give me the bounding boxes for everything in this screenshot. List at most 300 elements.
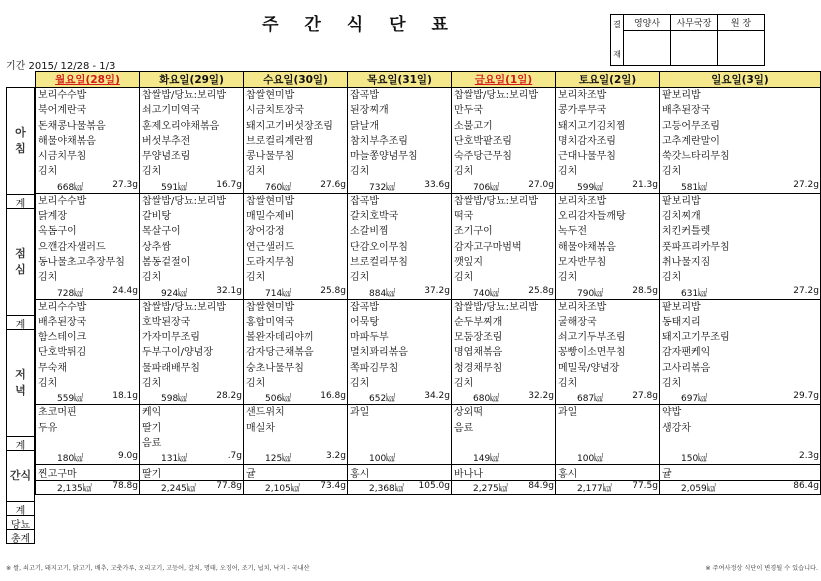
dish-item: 음료 [454,422,474,434]
kcal-value: 760㎉ [265,182,292,193]
lunch-row [36,193,821,285]
kcal-value: 2,059㎉ [681,484,716,495]
total-cell [660,391,821,405]
protein-value: 33.6g [424,179,450,190]
dish-item: 동태지리 [662,316,701,328]
grand-total-cell [348,481,452,495]
total-cell [660,286,821,300]
dish-item: 무숙채 [38,362,67,374]
dish-item: 호박된장국 [142,316,191,328]
dish-item: 참치부추조림 [350,135,408,147]
change-note: ※ 주여사정상 식단이 변경될 수 있습니다. [705,565,818,572]
dish-item: 연근샐러드 [246,241,295,253]
total-cell [140,180,244,194]
dish-item: 김치 [454,378,474,390]
dish-item: 모둠장조림 [454,332,503,344]
total-cell [36,180,140,194]
dish-item: 돼지고기무조림 [662,332,730,344]
dish-item: 상추쌈 [142,241,171,253]
day-header: 화요일(29일) [140,72,244,88]
dish-item: 딸기 [142,422,162,434]
snack-total-row [36,451,821,465]
kcal-value: 740㎉ [473,288,500,299]
dish-item: 보리차조밥 [558,301,607,313]
dish-item: 찹쌀현미밥 [246,195,295,207]
dish-item: 찹쌀밥/당뇨:보리밥 [454,195,539,207]
dinner-cell [36,299,140,391]
total-cell [244,391,348,405]
dish-item: 보리차조밥 [558,90,607,101]
kcal-value: 559㎉ [57,394,84,405]
dish-item: 찹쌀밥/당뇨:보리밥 [454,90,539,101]
diabetic-item: 딸기 [140,465,244,481]
kcal-value: 2,245㎉ [161,484,196,495]
protein-value: 37.2g [424,285,450,296]
dish-item: 버섯부추전 [142,135,191,147]
dish-item: 김치 [38,166,58,178]
dish-item: 초코머핀 [38,407,77,419]
total-cell [348,451,452,465]
dish-item: 매밀수제비 [246,211,295,223]
dish-item: 쇠고기두부조림 [558,332,626,344]
dish-item: 청경채무침 [454,362,503,374]
dish-item: 배추된장국 [38,316,87,328]
kcal-value: 924㎉ [161,288,188,299]
protein-value: 34.2g [424,391,450,402]
total-cell [556,180,660,194]
signature-cell[interactable] [671,31,718,66]
signature-cell[interactable] [624,31,671,66]
dish-item: 김치 [142,378,162,390]
dish-item: 목살구이 [142,226,181,238]
dish-item: 두부구이/양념장 [142,347,213,359]
lunch-cell [660,193,821,285]
grand-total-cell [36,481,140,495]
kcal-value: 697㎉ [681,394,708,405]
kcal-value: 2,105㎉ [265,484,300,495]
total-cell [660,451,821,465]
dish-item: 고등어무조림 [662,120,720,132]
dish-item: 물파래배무침 [142,362,200,374]
diabetic-item: 바나나 [452,465,556,481]
total-cell [36,391,140,405]
dish-item: 시금치무침 [38,151,87,163]
dish-item: 김치 [558,378,578,390]
dish-item: 으깬감자샐러드 [38,241,106,253]
kcal-value: 2,135㎉ [57,484,92,495]
dish-item: 단호박팥조림 [454,135,512,147]
dish-item: 찹쌀밥/당뇨:보리밥 [142,90,227,101]
dish-item: 볼완자데리야끼 [246,332,314,344]
dish-item: 김치 [350,272,370,284]
lunch-cell [244,193,348,285]
protein-value: 24.4g [112,285,138,296]
dish-item: 보리수수밥 [38,301,87,313]
protein-value: 27.3g [112,179,138,190]
kcal-value: 732㎉ [369,182,396,193]
dish-item: 된장찌개 [350,105,389,117]
breakfast-cell [452,88,556,180]
dish-item: 무양념조림 [142,151,191,163]
dish-item: 김치 [350,378,370,390]
dish-item: 김치 [454,166,474,178]
dish-item: 굴해장국 [558,316,597,328]
period-label: 기간 2015/ 12/28 - 1/3 [6,61,116,72]
protein-value: 73.4g [320,481,346,492]
total-cell [36,451,140,465]
dish-item: 생강차 [662,422,691,434]
dish-item: 보리수수밥 [38,90,87,101]
protein-value: 77.5g [632,481,658,492]
dish-item: 해물야채볶음 [38,135,96,147]
snack-cell [348,405,452,451]
dish-item: 꽁빵이소면무침 [558,347,626,359]
dish-item: 김치 [662,166,682,178]
dish-item: 돼지고기김치찜 [558,120,626,132]
dish-item: 샌드위치 [246,407,285,419]
dish-item: 김치 [246,378,266,390]
dish-item: 김치 [454,272,474,284]
dish-item: 소불고기 [454,120,493,132]
total-cell [348,180,452,194]
total-cell [660,180,821,194]
protein-value: 29.7g [793,391,819,402]
breakfast-total-row [36,180,821,194]
dish-item: 콩가루무국 [558,105,607,117]
dish-item: 시금치토장국 [246,105,304,117]
kcal-value: 150㎉ [681,454,708,465]
snack-cell [556,405,660,451]
dish-item: 쪽파김무침 [350,362,399,374]
protein-value: 27.6g [320,179,346,190]
total-cell [348,391,452,405]
kcal-value: 149㎉ [473,454,500,465]
dish-item: 김치 [142,272,162,284]
dish-item [38,436,137,451]
protein-value: 25.8g [528,285,554,296]
grand-total-cell [140,481,244,495]
dish-item: 치킨커틀렛 [662,226,711,238]
dinner-total-label: 계 [6,436,35,451]
dish-item: 약밥 [662,407,682,419]
protein-value: 21.3g [632,179,658,190]
dish-item: 콩나물무침 [246,151,295,163]
dish-item: 매실차 [246,422,275,434]
menu-table [35,71,821,495]
dish-item: 케익 [142,407,162,419]
protein-value: 16.7g [216,179,242,190]
dinner-cell [140,299,244,391]
dish-item: 가자미무조림 [142,332,200,344]
day-header: 수요일(30일) [244,72,348,88]
breakfast-row [36,88,821,180]
footer [6,563,818,572]
kcal-value: 652㎉ [369,394,396,405]
dish-item: 김치 [350,166,370,178]
dish-item: 팥보리밥 [662,301,701,313]
total-cell [556,391,660,405]
total-cell [244,451,348,465]
lunch-cell [556,193,660,285]
dish-item: 조기구이 [454,226,493,238]
snack-row [36,405,821,451]
dish-item: 감자고구마범벅 [454,241,522,253]
dish-item: 소갈비찜 [350,226,389,238]
dish-item: 찹쌀현미밥 [246,301,295,313]
snack-cell [140,405,244,451]
snack-cell [244,405,348,451]
total-cell [140,451,244,465]
dinner-cell [244,299,348,391]
dinner-cell [660,299,821,391]
dish-item: 김치 [38,378,58,390]
total-cell [36,286,140,300]
protein-value: 78.8g [112,481,138,492]
grand-total-cell [660,481,821,495]
breakfast-total-label: 계 [6,194,35,209]
dish-item: 돈채콩나물볶음 [38,120,106,132]
dish-item: 녹두전 [558,226,587,238]
grand-total-cell [556,481,660,495]
dish-item: 옥돔구이 [38,226,77,238]
diabetic-item: 귤 [660,465,821,481]
protein-value: 3.2g [325,451,346,462]
kcal-value: 180㎉ [57,454,84,465]
dish-item: 보리차조밥 [558,195,607,207]
total-cell [556,451,660,465]
protein-value: 28.2g [216,391,242,402]
dish-item: 김치 [662,378,682,390]
dinner-row [36,299,821,391]
dish-item [662,436,818,451]
protein-value: 18.1g [112,391,138,402]
grand-total-cell [244,481,348,495]
kcal-value: 591㎉ [161,182,188,193]
protein-value: .7g [227,451,242,462]
signature-cell[interactable] [718,31,765,66]
dish-item: 브로컬리무침 [350,256,408,268]
approval-role-dietitian: 영양사 [624,15,671,31]
protein-value: 27.0g [528,179,554,190]
dish-item: 찹쌀밥/당뇨:보리밥 [142,301,227,313]
dish-item: 어묵탕 [350,316,379,328]
dish-item: 쇠고기미역국 [142,105,200,117]
dinner-total-row [36,391,821,405]
page-title: 주 간 식 단 표 [262,15,458,35]
protein-value: 27.8g [632,391,658,402]
dish-item: 잡곡밥 [350,301,379,313]
dish-item: 김치 [246,272,266,284]
kcal-value: 599㎉ [577,182,604,193]
grand-total-cell [452,481,556,495]
dish-item: 배추된장국 [662,105,711,117]
dinner-label: 저 녁 [6,329,35,437]
breakfast-cell [348,88,452,180]
diabetic-item: 홍시 [556,465,660,481]
origin-note: ※ 쌀, 쇠고기, 돼지고기, 닭고기, 배추, 고춧가루, 오리고기, 고등어, 갈치, 명태, 오징어, 조기, 넙치, 낙지 - 국내산 [6,565,310,572]
total-cell [452,180,556,194]
dish-item: 훈제오리야채볶음 [142,120,220,132]
dish-item: 단호박튀김 [38,347,87,359]
day-header: 토요일(2일) [556,72,660,88]
dish-item: 두유 [38,422,58,434]
dish-item [350,436,449,451]
total-cell [348,286,452,300]
kcal-value: 884㎉ [369,288,396,299]
dinner-cell [348,299,452,391]
breakfast-label: 아 침 [6,87,35,195]
kcal-value: 506㎉ [265,394,292,405]
protein-value: 16.8g [320,391,346,402]
total-cell [244,180,348,194]
protein-value: 105.0g [418,481,450,492]
dish-item: 김치 [558,166,578,178]
dish-item: 브로컬리계란찜 [246,135,314,147]
dish-item: 봄동겉절이 [142,256,191,268]
protein-value: 27.2g [793,285,819,296]
total-cell [452,391,556,405]
kcal-value: 2,368㎉ [369,484,404,495]
snack-cell [660,405,821,451]
dish-item: 동나물초고추장무침 [38,256,125,268]
dish-item: 팥보리밥 [662,90,701,101]
breakfast-cell [140,88,244,180]
approval-side-label: 결 재 [611,15,624,66]
day-header: 금요일(1일) [452,72,556,88]
breakfast-cell [660,88,821,180]
dish-item: 김치찌개 [662,211,701,223]
dish-item: 명치감자조림 [558,135,616,147]
snack-cell [36,405,140,451]
protein-value: 2.3g [798,451,819,462]
dish-item: 만두국 [454,105,483,117]
dish-item: 팥보리밥 [662,195,701,207]
dish-item: 찹쌀밥/당뇨:보리밥 [454,301,539,313]
dish-item: 단감오이무침 [350,241,408,253]
grand-total-label: 총계 [6,529,35,544]
dish-item [454,436,553,451]
lunch-label: 점 심 [6,208,35,316]
kcal-value: 598㎉ [161,394,188,405]
kcal-value: 125㎉ [265,454,292,465]
diabetic-item: 찐고구마 [36,465,140,481]
dish-item: 김치 [246,166,266,178]
protein-value: 25.8g [320,285,346,296]
day-header: 일요일(3일) [660,72,821,88]
dish-item: 순두부찌개 [454,316,503,328]
dish-item: 잡곡밥 [350,195,379,207]
grand-total-row [36,481,821,495]
dish-item: 떡국 [454,211,474,223]
kcal-value: 631㎉ [681,288,708,299]
lunch-cell [36,193,140,285]
breakfast-cell [244,88,348,180]
total-cell [244,286,348,300]
day-header-row [36,72,821,88]
approval-box [610,14,765,66]
dish-item: 과일 [558,407,578,419]
dish-item: 감자팬케익 [662,347,711,359]
dish-item: 모자반무침 [558,256,607,268]
kcal-value: 728㎉ [57,288,84,299]
protein-value: 86.4g [793,481,819,492]
dish-item: 취나물지짐 [662,256,711,268]
kcal-value: 790㎉ [577,288,604,299]
dinner-cell [452,299,556,391]
diabetic-item: 귤 [244,465,348,481]
breakfast-cell [36,88,140,180]
dish-item: 김치 [142,166,162,178]
dish-item: 찹쌀현미밥 [246,90,295,101]
total-cell [140,391,244,405]
dish-item: 고추계란말이 [662,135,720,147]
dish-item: 감자당근채볶음 [246,347,314,359]
kcal-value: 680㎉ [473,394,500,405]
dish-item: 장어강정 [246,226,285,238]
snack-total-label: 계 [6,501,35,516]
dinner-cell [556,299,660,391]
total-cell [452,286,556,300]
kcal-value: 100㎉ [577,454,604,465]
kcal-value: 668㎉ [57,182,84,193]
lunch-cell [452,193,556,285]
kcal-value: 131㎉ [161,454,188,465]
dish-item: 음료 [142,437,162,449]
protein-value: 28.5g [632,285,658,296]
day-header: 월요일(28일) [36,72,140,88]
dish-item: 돼지고기버섯장조림 [246,120,333,132]
dish-item: 고사리볶음 [662,362,711,374]
dish-item: 갈비탕 [142,211,171,223]
dish-item: 상외떡 [454,407,483,419]
kcal-value: 581㎉ [681,182,708,193]
lunch-cell [140,193,244,285]
dish-item: 함스테이크 [38,332,87,344]
diabetic-item: 홍시 [348,465,452,481]
kcal-value: 2,275㎉ [473,484,508,495]
dish-item: 갈치호박국 [350,211,399,223]
kcal-value: 2,177㎉ [577,484,612,495]
protein-value: 77.8g [216,481,242,492]
dish-item: 마늘쫑양념무침 [350,151,418,163]
dish-item: 쑥갓느타리무침 [662,151,730,163]
dish-item [558,436,657,451]
snack-label: 간식 [6,450,35,502]
breakfast-cell [556,88,660,180]
lunch-total-label: 계 [6,315,35,330]
dish-item: 과일 [350,407,370,419]
dish-item: 김치 [38,272,58,284]
lunch-cell [348,193,452,285]
dish-item: 도라지무침 [246,256,295,268]
dish-item: 마파두부 [350,332,389,344]
total-cell [140,286,244,300]
dish-item: 근대나물무침 [558,151,616,163]
dish-item: 깻잎지 [454,256,483,268]
kcal-value: 100㎉ [369,454,396,465]
lunch-total-row [36,286,821,300]
dish-item: 명엽채볶음 [454,347,503,359]
kcal-value: 687㎉ [577,394,604,405]
dish-item: 김치 [558,272,578,284]
protein-value: 32.1g [216,285,242,296]
kcal-value: 714㎉ [265,288,292,299]
diabetic-label: 당뇨 [6,515,35,530]
snack-cell [452,405,556,451]
approval-role-director: 사무국장 [671,15,718,31]
dish-item: 홍합미역국 [246,316,295,328]
dish-item: 메밀묵/양념장 [558,362,620,374]
